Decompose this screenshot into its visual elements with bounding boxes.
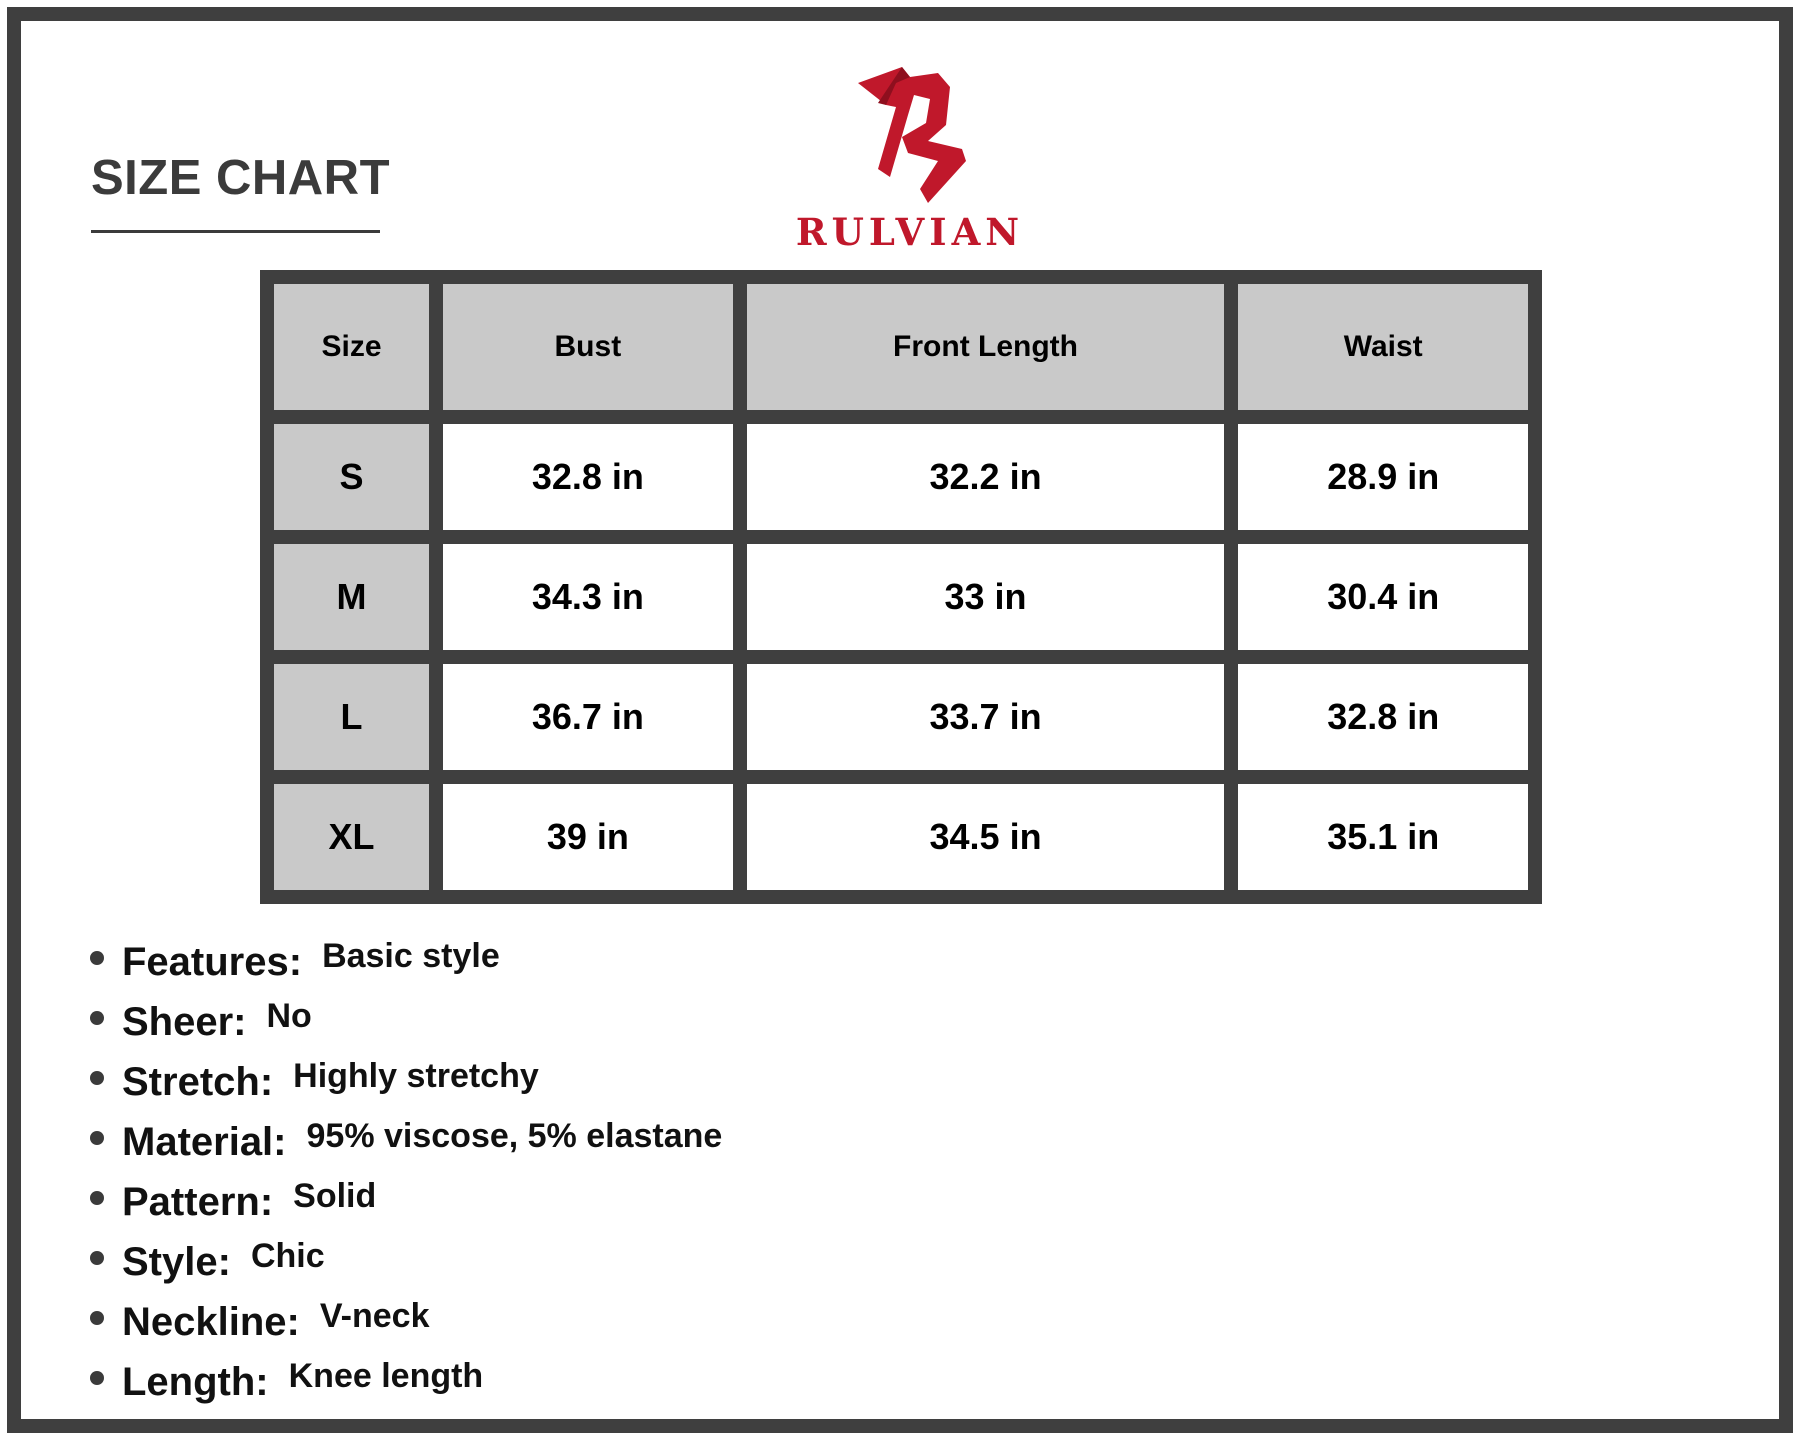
bullet-icon — [90, 1011, 104, 1025]
cell-size: M — [274, 544, 429, 650]
bullet-icon — [90, 1131, 104, 1145]
spec-item — [90, 937, 722, 1000]
spec-key: Features: — [122, 940, 303, 984]
cell-waist: 30.4 in — [1238, 544, 1528, 650]
spec-key: Material: — [122, 1120, 287, 1164]
title-underline — [91, 230, 380, 233]
r-monogram-icon — [850, 65, 970, 205]
cell-size: XL — [274, 784, 429, 890]
bullet-icon — [90, 1191, 104, 1205]
spec-value: No — [266, 997, 312, 1035]
cell-bust: 39 in — [443, 784, 733, 890]
header-front-length: Front Length — [747, 284, 1225, 410]
table-row — [274, 424, 1528, 530]
cell-front-length: 32.2 in — [747, 424, 1225, 530]
cell-bust: 36.7 in — [443, 664, 733, 770]
cell-size: S — [274, 424, 429, 530]
spec-value: Solid — [293, 1177, 377, 1215]
spec-value: 95% viscose, 5% elastane — [306, 1117, 723, 1155]
size-table — [260, 270, 1542, 904]
cell-waist: 35.1 in — [1238, 784, 1528, 890]
table-header-row — [274, 284, 1528, 410]
spec-key: Stretch: — [122, 1060, 274, 1104]
spec-key: Sheer: — [122, 1000, 247, 1044]
spec-item — [90, 1117, 723, 1180]
bullet-icon — [90, 1071, 104, 1085]
spec-item — [90, 1237, 722, 1300]
spec-value: Knee length — [288, 1357, 484, 1395]
spec-item — [90, 1057, 722, 1120]
page-title: SIZE CHART — [91, 151, 390, 205]
cell-waist: 32.8 in — [1238, 664, 1528, 770]
bullet-icon — [90, 1311, 104, 1325]
header-bust: Bust — [443, 284, 733, 410]
cell-front-length: 33 in — [747, 544, 1225, 650]
header-size: Size — [274, 284, 429, 410]
brand-name: RULVIAN — [795, 210, 1025, 254]
spec-key: Length: — [122, 1360, 269, 1404]
spec-value: Highly stretchy — [293, 1057, 539, 1095]
cell-bust: 32.8 in — [443, 424, 733, 530]
spec-value: Basic style — [322, 937, 500, 975]
header-waist: Waist — [1238, 284, 1528, 410]
spec-item — [90, 1297, 722, 1360]
cell-waist: 28.9 in — [1238, 424, 1528, 530]
bullet-icon — [90, 1251, 104, 1265]
spec-item — [90, 1357, 722, 1420]
spec-item — [90, 997, 722, 1060]
spec-value: V-neck — [319, 1297, 430, 1335]
table-row — [274, 544, 1528, 650]
spec-list — [90, 937, 723, 1420]
table-row — [274, 784, 1528, 890]
table-row — [274, 664, 1528, 770]
spec-item — [90, 1177, 722, 1240]
bullet-icon — [90, 951, 104, 965]
bullet-icon — [90, 1371, 104, 1385]
spec-key: Style: — [122, 1240, 231, 1284]
cell-front-length: 34.5 in — [747, 784, 1225, 890]
spec-key: Neckline: — [122, 1300, 300, 1344]
cell-bust: 34.3 in — [443, 544, 733, 650]
cell-front-length: 33.7 in — [747, 664, 1225, 770]
cell-size: L — [274, 664, 429, 770]
spec-key: Pattern: — [122, 1180, 274, 1224]
brand-logo — [770, 60, 1050, 254]
spec-value: Chic — [250, 1237, 325, 1275]
